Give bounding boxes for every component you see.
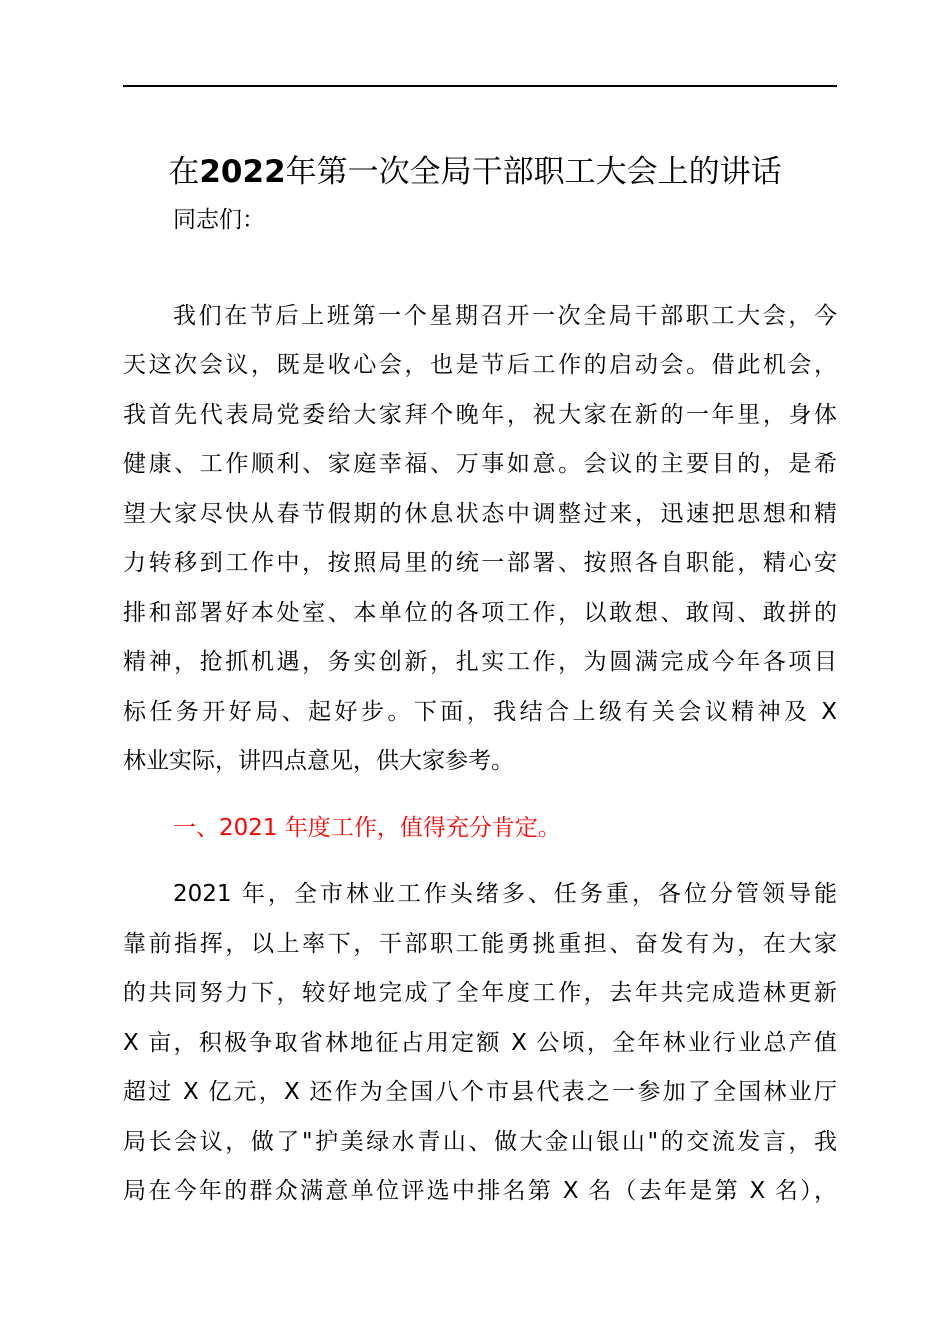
paragraph-line: X 亩，积极争取省林地征占用定额 X 公顷，全年林业行业总产值: [123, 1030, 837, 1056]
paragraph-line: 精神，抢抓机遇，务实创新，扎实工作，为圆满完成今年各项目: [123, 649, 837, 675]
paragraph-line: 排和部署好本处室、本单位的各项工作，以敢想、敢闯、敢拼的: [123, 600, 837, 626]
section-heading-1: 一、2021 年度工作，值得充分肯定。: [173, 815, 561, 841]
paragraph-line: 力转移到工作中，按照局里的统一部署、按照各自职能，精心安: [123, 550, 837, 576]
title-suffix: 年第一次全局干部职工大会上的讲话: [285, 154, 782, 190]
paragraph-line: 局长会议，做了"护美绿水青山、做大金山银山"的交流发言，我: [123, 1129, 837, 1155]
title-year: 2022: [199, 154, 286, 190]
paragraph-line: 我们在节后上班第一个星期召开一次全局干部职工大会，今: [173, 303, 837, 329]
paragraph-line: 靠前指挥，以上率下，干部职工能勇挑重担、奋发有为，在大家: [123, 931, 837, 957]
paragraph-line: 天这次会议，既是收心会，也是节后工作的启动会。借此机会，: [123, 352, 837, 378]
paragraph-line: 2021 年，全市林业工作头绪多、任务重，各位分管领导能: [173, 881, 837, 907]
title-prefix: 在: [168, 154, 200, 190]
salutation: 同志们：: [173, 207, 265, 233]
paragraph-line: 超过 X 亿元，X 还作为全国八个市县代表之一参加了全国林业厅: [123, 1079, 837, 1105]
header-rule: [123, 85, 837, 87]
paragraph-line: 标任务开好局、起好步。下面，我结合上级有关会议精神及 X: [123, 699, 837, 725]
paragraph-line: 林业实际，讲四点意见，供大家参考。: [123, 748, 514, 774]
paragraph-line: 的共同努力下，较好地完成了全年度工作，去年共完成造林更新: [123, 980, 837, 1006]
paragraph-line: 健康、工作顺利、家庭幸福、万事如意。会议的主要目的，是希: [123, 451, 837, 477]
document-title: [0, 146, 950, 198]
paragraph-line: 我首先代表局党委给大家拜个晚年，祝大家在新的一年里，身体: [123, 402, 837, 428]
paragraph-line: 望大家尽快从春节假期的休息状态中调整过来，迅速把思想和精: [123, 501, 837, 527]
paragraph-line: 局在今年的群众满意单位评选中排名第 X 名（去年是第 X 名），: [123, 1178, 837, 1204]
